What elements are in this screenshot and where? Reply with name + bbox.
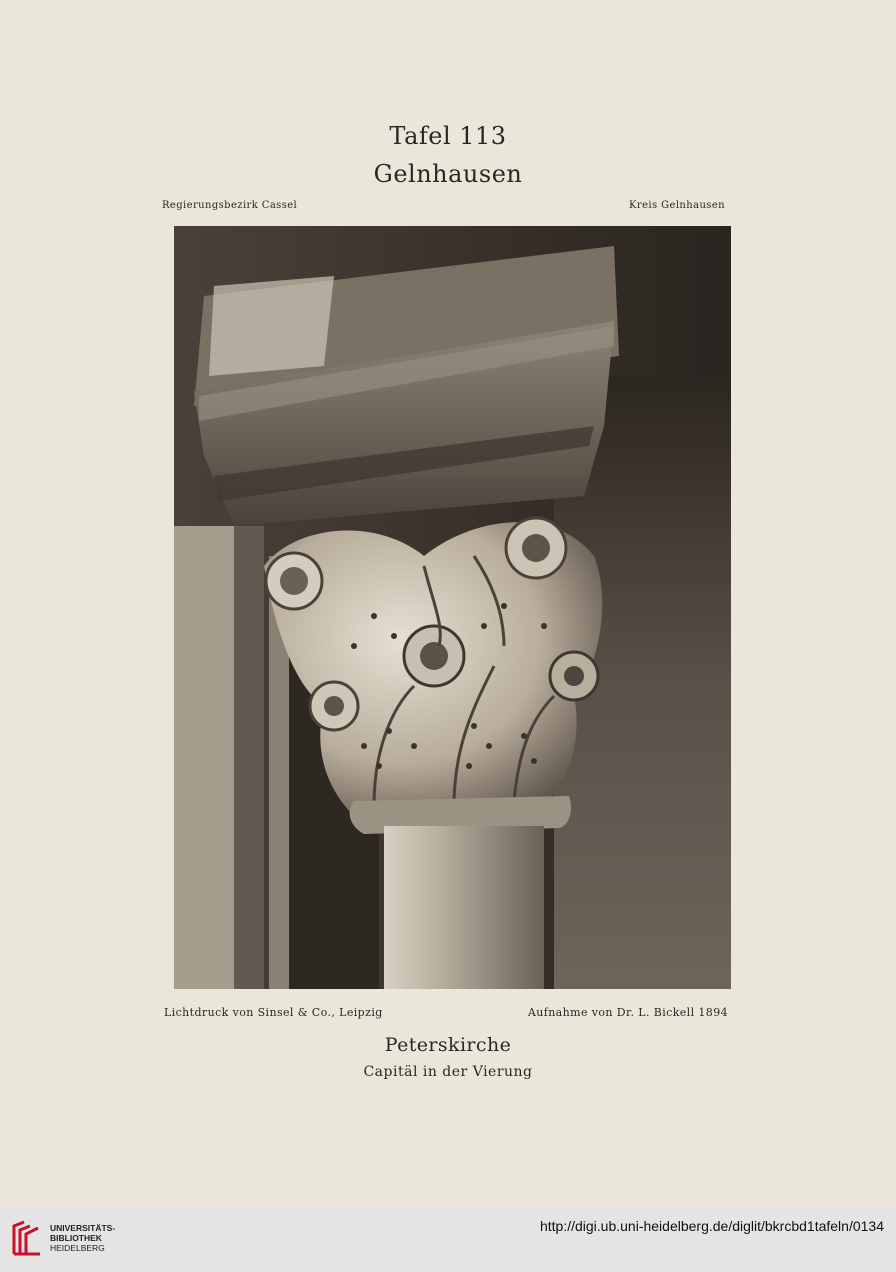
logo-line-2: BIBLIOTHEK	[50, 1233, 102, 1243]
plate-number-title: Tafel 113	[389, 122, 507, 150]
caption-subtitle: Capitäl in der Vierung	[363, 1064, 533, 1080]
printer-credit: Lichtdruck von Sinsel & Co., Leipzig	[164, 1006, 383, 1019]
logo-line-3: HEIDELBERG	[50, 1243, 105, 1253]
permalink-url[interactable]: http://digi.ub.uni-heidelberg.de/diglit/bkrcbd1tafeln/0134	[539, 1218, 884, 1234]
library-logo-text	[50, 1223, 115, 1253]
library-footer	[0, 1208, 896, 1272]
library-logo[interactable]	[10, 1218, 120, 1262]
capital-photograph	[174, 226, 731, 989]
region-label: Regierungsbezirk Cassel	[162, 200, 298, 211]
district-label: Kreis Gelnhausen	[629, 200, 725, 211]
caption-title: Peterskirche	[384, 1034, 512, 1056]
logo-line-1: UNIVERSITÄTS-	[50, 1223, 116, 1233]
library-logo-icon	[10, 1218, 44, 1258]
photographer-credit: Aufnahme von Dr. L. Bickell 1894	[527, 1006, 728, 1019]
place-title: Gelnhausen	[373, 160, 523, 188]
